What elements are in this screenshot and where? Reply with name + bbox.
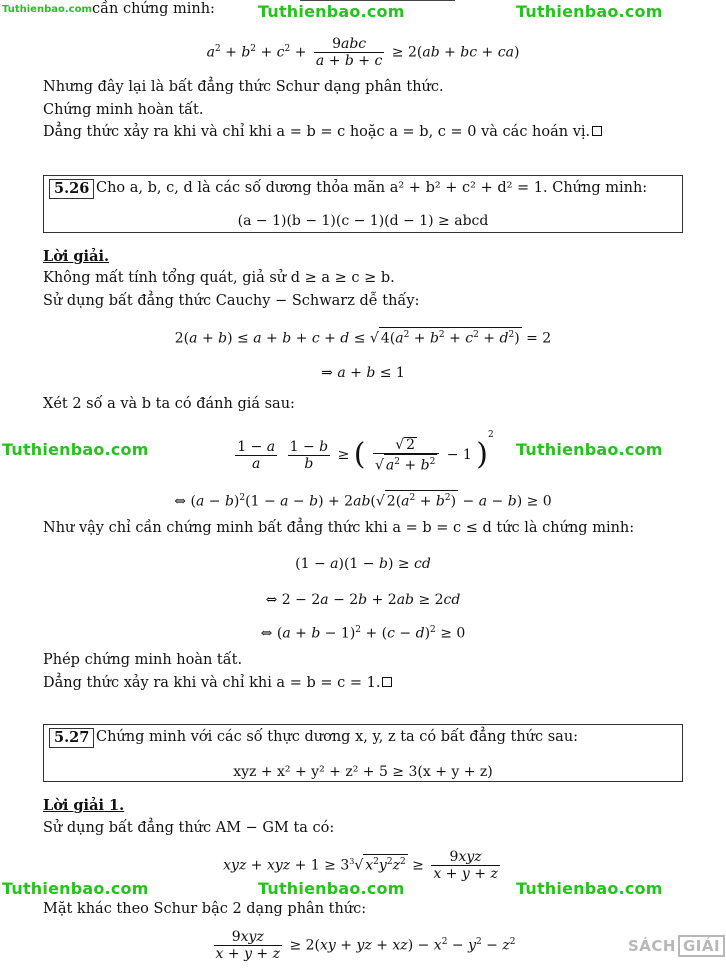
watermark: Tuthienbao.com	[516, 440, 663, 459]
qed-square-icon	[592, 126, 602, 136]
paragraph: Dẳng thức xảy ra khi và chỉ khi a = b = c = 1.	[43, 674, 392, 692]
paragraph: Nhưng đây lại là bất đẳng thức Schur dạng phân thức.	[43, 79, 444, 95]
problem-statement: Cho a, b, c, d là các số dương thỏa mãn a² + b² + c² + d² = 1. Chứng minh:	[96, 180, 648, 196]
paragraph: Dẳng thức xảy ra khi và chỉ khi a = b = c hoặc a = b, c = 0 và các hoán vị.	[43, 123, 602, 141]
paragraph: Sử dụng bất đẳng thức Cauchy − Schwarz dễ thấy:	[43, 293, 420, 309]
equation-sum-bound: ⇒ a + b ≤ 1	[321, 365, 405, 381]
paragraph: Không mất tính tổng quát, giả sử d ≥ a ≥ c ≥ b.	[43, 270, 395, 286]
watermark: Tuthienbao.com	[258, 879, 405, 898]
paragraph: Phép chứng minh hoàn tất.	[43, 652, 243, 668]
problem-formula: (a − 1)(b − 1)(c − 1)(d − 1) ≥ abcd	[237, 213, 489, 229]
problem-box-526	[43, 175, 683, 233]
watermark: Tuthienbao.com	[258, 2, 405, 21]
problem-number: 5.26	[49, 179, 94, 199]
intro-line: cần chứng minh:	[92, 1, 215, 17]
equation-estimate: $\frac{1 - a}{a}$ $\frac{1 - b}{b}$ ≥ ( $\frac{√ 2}{√ a^2 + b^2}$ − 1 )$^2$	[237, 430, 494, 474]
watermark: Tuthienbao.com	[2, 879, 149, 898]
solution-heading: Lời giải 1.	[43, 797, 125, 814]
paragraph: Sử dụng bất đẳng thức AM − GM ta có:	[43, 820, 335, 836]
equation-cauchy: 2(a + b) ≤ a + b + c + d ≤ √ $4(a^2 + b^2 + c^2 + d^2) = 2$	[0, 327, 726, 348]
problem-formula: xyz + x² + y² + z² + 5 ≥ 3(x + y + z)	[233, 764, 493, 780]
watermark: Tuthienbao.com	[516, 879, 663, 898]
equation: ⇔ 2 − 2a − 2b + 2ab ≥ 2cd	[265, 592, 461, 608]
paragraph: Mặt khác theo Schur bậc 2 dạng phân thức:	[43, 901, 367, 917]
paragraph: Như vậy chỉ cần chứng minh bất đẳng thức khi a = b = c ≤ d tức là chứng minh:	[43, 520, 635, 536]
equation-schur: $a^2 + b^2 + c^2$ + $\frac{\text{9abc}}{a + b + c}$ ≥ 2(ab + bc + ca)	[206, 36, 520, 69]
watermark-logo-small: Tuthienbao.com	[2, 4, 92, 15]
problem-statement: Chứng minh với các số thực dương x, y, z ta có bất đẳng thức sau:	[96, 729, 579, 745]
paragraph: Chứng minh hoàn tất.	[43, 102, 204, 118]
equation-schur-fraction: $\frac{\text{9xyz}}{x + y + z}$ ≥ 2(xy + yz + $xz) - x^2 - y^2 - z^2$	[215, 929, 516, 962]
equation-equivalent: ⇔ $(a - b)^2(1 - a - b) + 2ab(√$ $2(a^2 + b^2) - a - b) \ge 0$	[0, 489, 726, 511]
watermark: Tuthienbao.com	[2, 440, 149, 459]
brand-logo: SÁCH GIẢI	[628, 935, 725, 957]
paragraph: Xét 2 số a và b ta có đánh giá sau:	[43, 396, 295, 412]
equation: ⇔ $(a + b - 1)^2 + (c - d)^2 \ge 0$	[260, 625, 466, 642]
qed-square-icon	[382, 677, 392, 687]
watermark: Tuthienbao.com	[516, 2, 663, 21]
solution-heading: Lời giải.	[43, 248, 110, 265]
equation-amgm: xyz + xyz + $1 \ge 3^3√$ $x^2y^2z^2$ ≥ $\frac{\text{9xyz}}{x + y + z}$	[223, 849, 498, 882]
problem-box-527	[43, 724, 683, 782]
equation: (1 − a)(1 − b) ≥ cd	[295, 556, 431, 572]
problem-number: 5.27	[49, 728, 94, 748]
page-top-rule	[300, 0, 455, 1]
